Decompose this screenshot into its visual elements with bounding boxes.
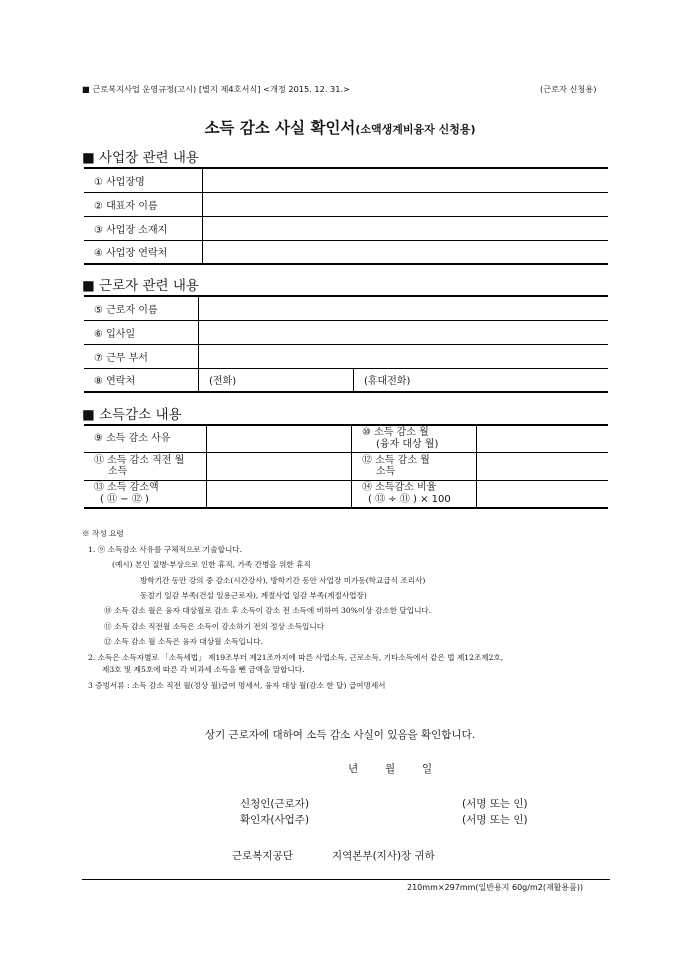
label-line: 소득: [108, 466, 128, 477]
confirmer-label: 확인자(사업주): [240, 814, 310, 826]
form-usage: (근로자 신청용): [540, 84, 597, 94]
footer-divider: [82, 879, 610, 880]
applicant-label: 신청인(근로자): [240, 798, 310, 810]
row-label: ⑦ 근무 부서: [84, 344, 199, 368]
date-month-label: 월: [385, 763, 396, 775]
applicant-signature[interactable]: (서명 또는 인): [462, 798, 528, 810]
label-line: ⑭ 소득감소 비율: [362, 482, 437, 494]
label-line: ( ⑪ − ⑫ ): [100, 493, 149, 505]
confirmation-statement: 상기 근로자에 대하여 소득 감소 사실이 있음을 확인합니다.: [204, 729, 476, 741]
title-sub: (소액생계비융자 신청용): [355, 123, 476, 136]
row-label: ⑨ 소득 감소 사유: [84, 425, 207, 452]
section-heading-worker: ■ 근로자 관련 내용: [82, 278, 199, 294]
form-reference: ■ 근로복지사업 운영규정(고시) [별지 제4호서식] <개정 2015. 12. 31.>: [82, 84, 350, 94]
label-line: ⑫ 소득 감소 월: [362, 454, 430, 466]
recipient-destination: 지역본부(지사)장 귀하: [332, 850, 435, 862]
label-line: ⑬ 소득 감소액: [94, 482, 159, 494]
row-label: ③ 사업장 소재지: [84, 216, 203, 240]
label-line: ( ⑬ ÷ ⑪ ) × 100: [368, 493, 451, 505]
label-line: ⑩ 소득 감소 월: [362, 427, 429, 439]
row-label: ⑥ 입사일: [84, 320, 199, 344]
label-line: 소득: [376, 466, 396, 477]
label-line: (융자 대상 월): [376, 438, 439, 450]
guide-line: ※ 작성 요령: [82, 529, 124, 538]
section-heading-income: ■ 소득감소 내용: [82, 407, 182, 423]
guide-line: 제3호 및 제5호에 따른 각 비과세 소득을 뺀 금액을 말합니다.: [102, 665, 305, 674]
row-label: ⑤ 근로자 이름: [84, 296, 199, 320]
row-label: ④ 사업장 연락처: [84, 240, 203, 264]
phone-field[interactable]: (전화): [199, 368, 354, 392]
guide-line: ⑩ 소득 감소 월은 융자 대상월로 감소 후 소득이 감소 전 소득에 비하여 30%이상 감소한 달입니다.: [104, 606, 432, 615]
guide-line: 3 증빙서류 : 소득 감소 직전 월(정상 월)급여 명세서, 융자 대상 월(감소 한 달) 급여명세서: [88, 681, 386, 690]
date-day-label: 일: [422, 763, 433, 775]
label-line: ⑪ 소득 감소 직전 월: [94, 454, 185, 466]
row-label: ① 사업장명: [84, 168, 203, 192]
guide-line: 방학기간 동안 강의 중 감소(시간강사), 방학기간 동안 사업장 미가동(학교급식 조리사): [140, 576, 426, 585]
guide-line: (예시) 본인 질병·부상으로 인한 휴직, 가족 간병을 위한 휴직: [112, 560, 311, 569]
guide-line: 1. ⑨ 소득감소 사유를 구체적으로 기술합니다.: [88, 545, 243, 554]
paper-spec: 210mm×297mm(일반용지 60g/m2(재활용품)): [407, 883, 584, 892]
date-year-label: 년: [348, 763, 359, 775]
confirmer-signature[interactable]: (서명 또는 인): [462, 814, 528, 826]
row-label: ② 대표자 이름: [84, 192, 203, 216]
row-label: ⑧ 연락처: [84, 368, 199, 392]
guide-line: 동절기 일감 부족(건설 일용근로자), 계절사업 일감 부족(계절사업장): [140, 591, 367, 600]
guide-line: ⑪ 소득 감소 직전월 소득은 소득이 감소하기 전의 정상 소득입니다: [104, 622, 325, 631]
mobile-field[interactable]: (휴대전화): [354, 368, 609, 392]
guide-line: ⑫ 소득 감소 월 소득은 융자 대상월 소득입니다.: [104, 637, 263, 646]
writing-guide: [82, 0, 680, 700]
recipient-org: 근로복지공단: [232, 850, 293, 862]
guide-line: 2. 소득은 소득자별로 「소득세법」 제19조부터 제21조까지에 따른 사업소득, 근로소득, 기타소득에서 같은 법 제12조제2호,: [88, 653, 504, 662]
section-heading-workplace: ■ 사업장 관련 내용: [82, 150, 199, 166]
title-main: 소득 감소 사실 확인서: [204, 119, 356, 137]
